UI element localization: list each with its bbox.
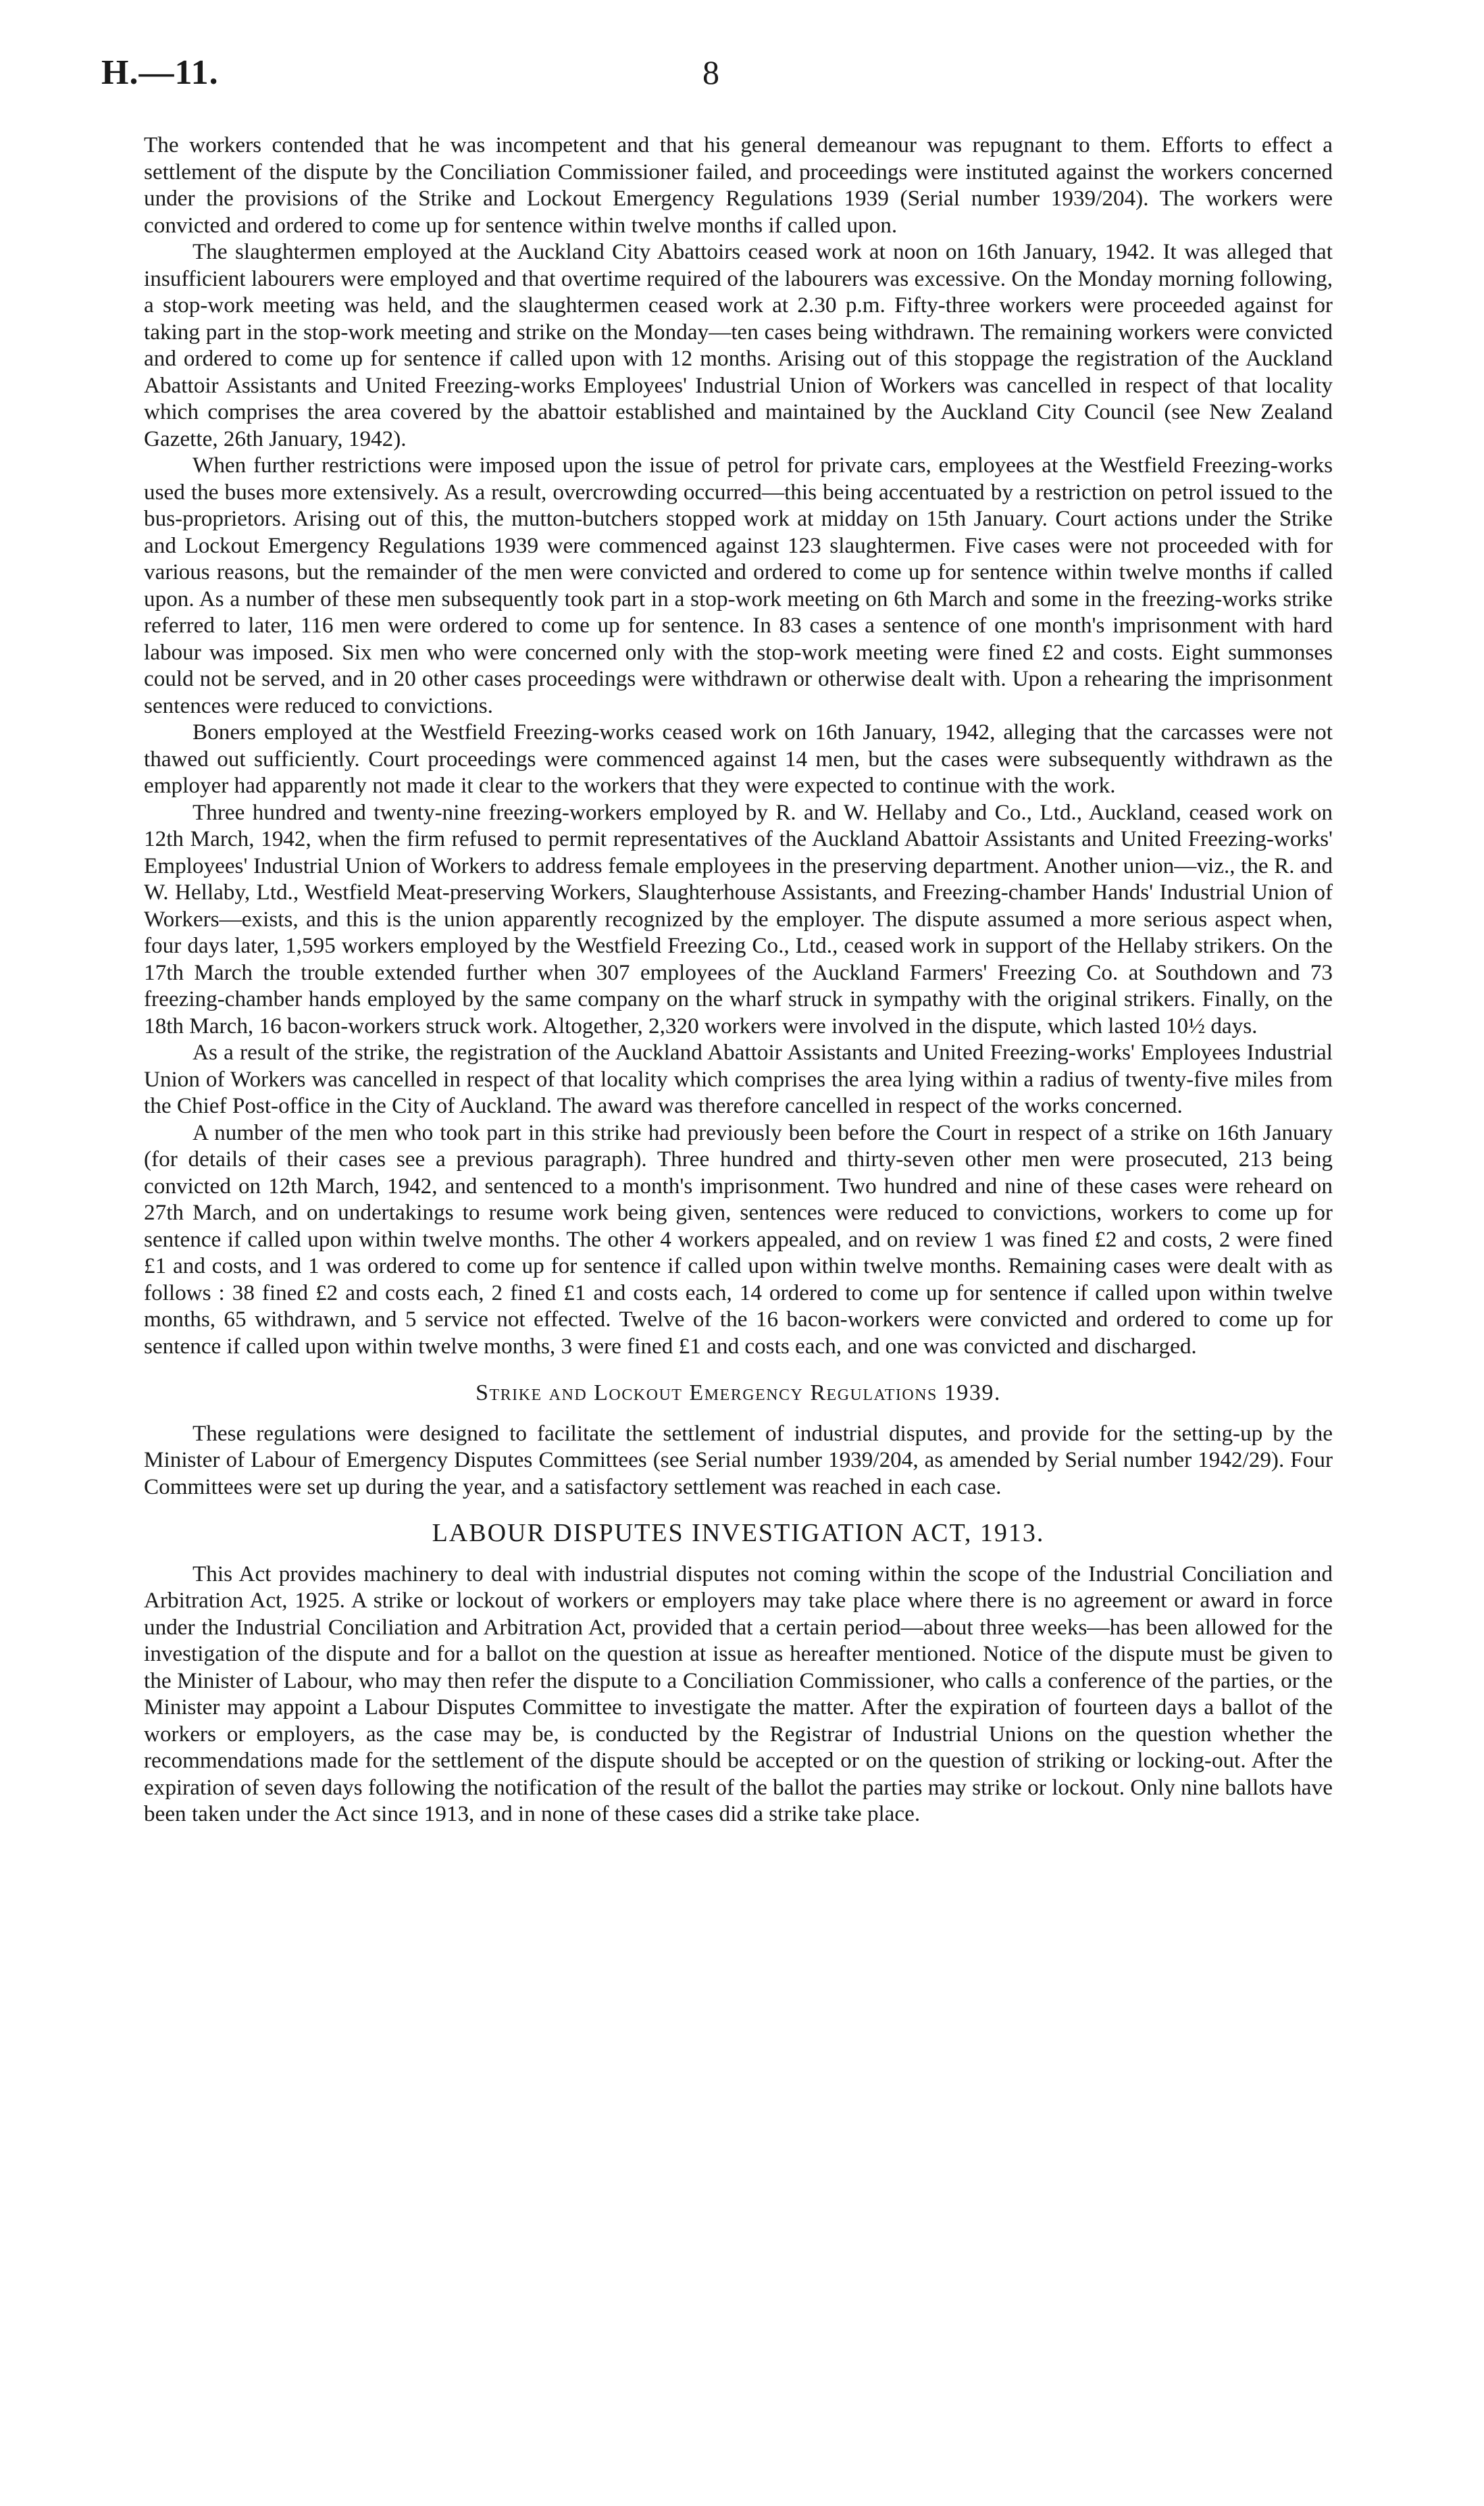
paragraph-auckland-abattoirs: The slaughtermen employed at the Auckland City Abattoirs ceased work at noon on 16th January, 1942. It was alleged that insufficient labourers were employed and that overtime required of the labourers was excessive. On the Monday morning following, a stop-work meeting was held, and the slaughtermen ceased work at 2.30 p.m. Fifty-three workers were proceeded against for taking part in the stop-work meeting and strike on the Monday—ten cases being withdrawn. The remaining workers were convicted and ordered to come up for sentence if called upon with 12 months. Arising out of this stoppage the registration of the Auckland Abattoir Assistants and United Freezing-works Employees' Industrial Union of Workers was cancelled in respect of that locality which comprises the area covered by the abattoir established and maintained by the Auckland City Council (see New Zealand Gazette, 26th January, 1942). — [144, 239, 1333, 451]
section-heading-labour-disputes-act: LABOUR DISPUTES INVESTIGATION ACT, 1913. — [432, 1519, 1045, 1547]
paragraph-prosecutions: A number of the men who took part in this strike had previously been before the Court in respect of a strike on 16th January (for details of their cases see a previous paragraph). Three hundred and thirty-seven other men were prosecuted, 213 being convicted on 12th March, 1942, and sentenced to a month's imprisonment. Two hundred and nine of these cases were reheard on 27th March, and on undertakings to resume work being given, sentences were reduced to convictions, workers to come up for sentence if called upon within twelve months. The other 4 workers appealed, and on review 1 was fined £2 and costs, 2 were fined £1 and costs, and 1 was ordered to come up for sentence if called upon within twelve months. Remaining cases were dealt with as follows : 38 fined £2 and costs each, 2 fined £1 and costs each, 14 ordered to come up for sentence if called upon within twelve months, 65 withdrawn, and 5 service not effected. Twelve of the 16 bacon-workers were convicted and ordered to come up for sentence if called upon within twelve months, 3 were fined £1 and costs each, and one was convicted and discharged. — [144, 1120, 1333, 1359]
paragraph-boners: Boners employed at the Westfield Freezing-works ceased work on 16th January, 1942, alleging that the carcasses were not thawed out sufficiently. Court proceedings were commenced against 14 men, but the cases were subsequently withdrawn as the employer had apparently not made it clear to the workers that they were expected to continue with the work. — [144, 720, 1333, 798]
paragraph-strike-regulations: These regulations were designed to facilitate the settlement of industrial disputes, and provide for the setting-up by the Minister of Labour of Emergency Disputes Committees (see Serial number 1939/204, as amended by Serial number 1942/29). Four Committees were set up during the year, and a satisfactory settlement was reached in each case. — [144, 1420, 1333, 1499]
paragraph-labour-disputes-act: This Act provides machinery to deal with industrial disputes not coming within the scope of the Industrial Conciliation and Arbitration Act, 1925. A strike or lockout of workers or employers may take place where there is no agreement or award in force under the Industrial Conciliation and Arbitration Act, provided that a certain period—about three weeks—has been allowed for the investigation of the dispute and for a ballot on the question at issue as hereafter mentioned. Notice of the dispute must be given to the Minister of Labour, who may then refer the dispute to a Conciliation Commissioner, who calls a conference of the parties, or the Minister may appoint a Labour Disputes Committee to investigate the matter. After the expiration of fourteen days a ballot of the workers or employers, as the case may be, is conducted by the Registrar of Industrial Unions on the question whether the recommendations made for the settlement of the dispute should be accepted or on the question of striking or locking-out. After the expiration of seven days following the notification of the result of the ballot the parties may strike or lockout. Only nine ballots have been taken under the Act since 1913, and in none of these cases did a strike take place. — [144, 1561, 1333, 1826]
body-text — [144, 132, 1333, 1828]
section-heading-strike-regulations: Strike and Lockout Emergency Regulations 1939. — [476, 1380, 1001, 1405]
page-number: 8 — [702, 53, 719, 91]
document-reference: H.—11. — [101, 53, 219, 92]
paragraph-hellaby-strike: Three hundred and twenty-nine freezing-workers employed by R. and W. Hellaby and Co., Ltd., Auckland, ceased work on 12th March, 1942, when the firm refused to permit representatives of the Auckland Abattoir Assistants and United Freezing-works' Employees' Industrial Union of Workers to address female employees in the preserving department. Another union—viz., the R. and W. Hellaby, Ltd., Westfield Meat-preserving Workers, Slaughterhouse Assistants, and Freezing-chamber Hands' Industrial Union of Workers—exists, and this is the union apparently recognized by the employer. The dispute assumed a more serious aspect when, four days later, 1,595 workers employed by the Westfield Freezing Co., Ltd., ceased work in support of the Hellaby strikers. On the 17th March the trouble extended further when 307 employees of the Auckland Farmers' Freezing Co. at Southdown and 73 freezing-chamber hands employed by the same company on the wharf struck in sympathy with the original strikers. Finally, on the 18th March, 16 bacon-workers struck work. Altogether, 2,320 workers were involved in the dispute, which lasted 10½ days. — [144, 799, 1333, 1038]
paragraph-westfield-petrol: When further restrictions were imposed upon the issue of petrol for private cars, employees at the Westfield Freezing-works used the buses more extensively. As a result, overcrowding occurred—this being accentuated by a restriction on petrol issued to the bus-proprietors. Arising out of this, the mutton-butchers stopped work at midday on 15th January. Court actions under the Strike and Lockout Emergency Regulations 1939 were commenced against 123 slaughtermen. Five cases were not proceeded with for various reasons, but the remainder of the men were convicted and ordered to come up for sentence within twelve months if called upon. As a number of these men subsequently took part in a stop-work meeting on 6th March and some in the freezing-works strike referred to later, 116 men were ordered to come up for sentence. In 83 cases a sentence of one month's imprisonment with hard labour was imposed. Six men who were concerned only with the stop-work meeting were fined £2 and costs. Eight summonses could not be served, and in 20 other cases proceedings were withdrawn or otherwise dealt with. Upon a rehearing the imprisonment sentences were reduced to convictions. — [144, 453, 1333, 718]
paragraph-registration-cancelled: As a result of the strike, the registration of the Auckland Abattoir Assistants and United Freezing-works' Employees Industrial Union of Workers was cancelled in respect of that locality which comprises the area lying within a radius of twenty-five miles from the Chief Post-office in the City of Auckland. The award was therefore cancelled in respect of the works concerned. — [144, 1040, 1333, 1118]
paragraph-continuation: The workers contended that he was incompetent and that his general demeanour was repugnant to them. Efforts to effect a settlement of the dispute by the Conciliation Commissioner failed, and proceedings were instituted against the workers concerned under the provisions of the Strike and Lockout Emergency Regulations 1939 (Serial number 1939/204). The workers were convicted and ordered to come up for sentence within twelve months if called upon. — [144, 132, 1333, 238]
